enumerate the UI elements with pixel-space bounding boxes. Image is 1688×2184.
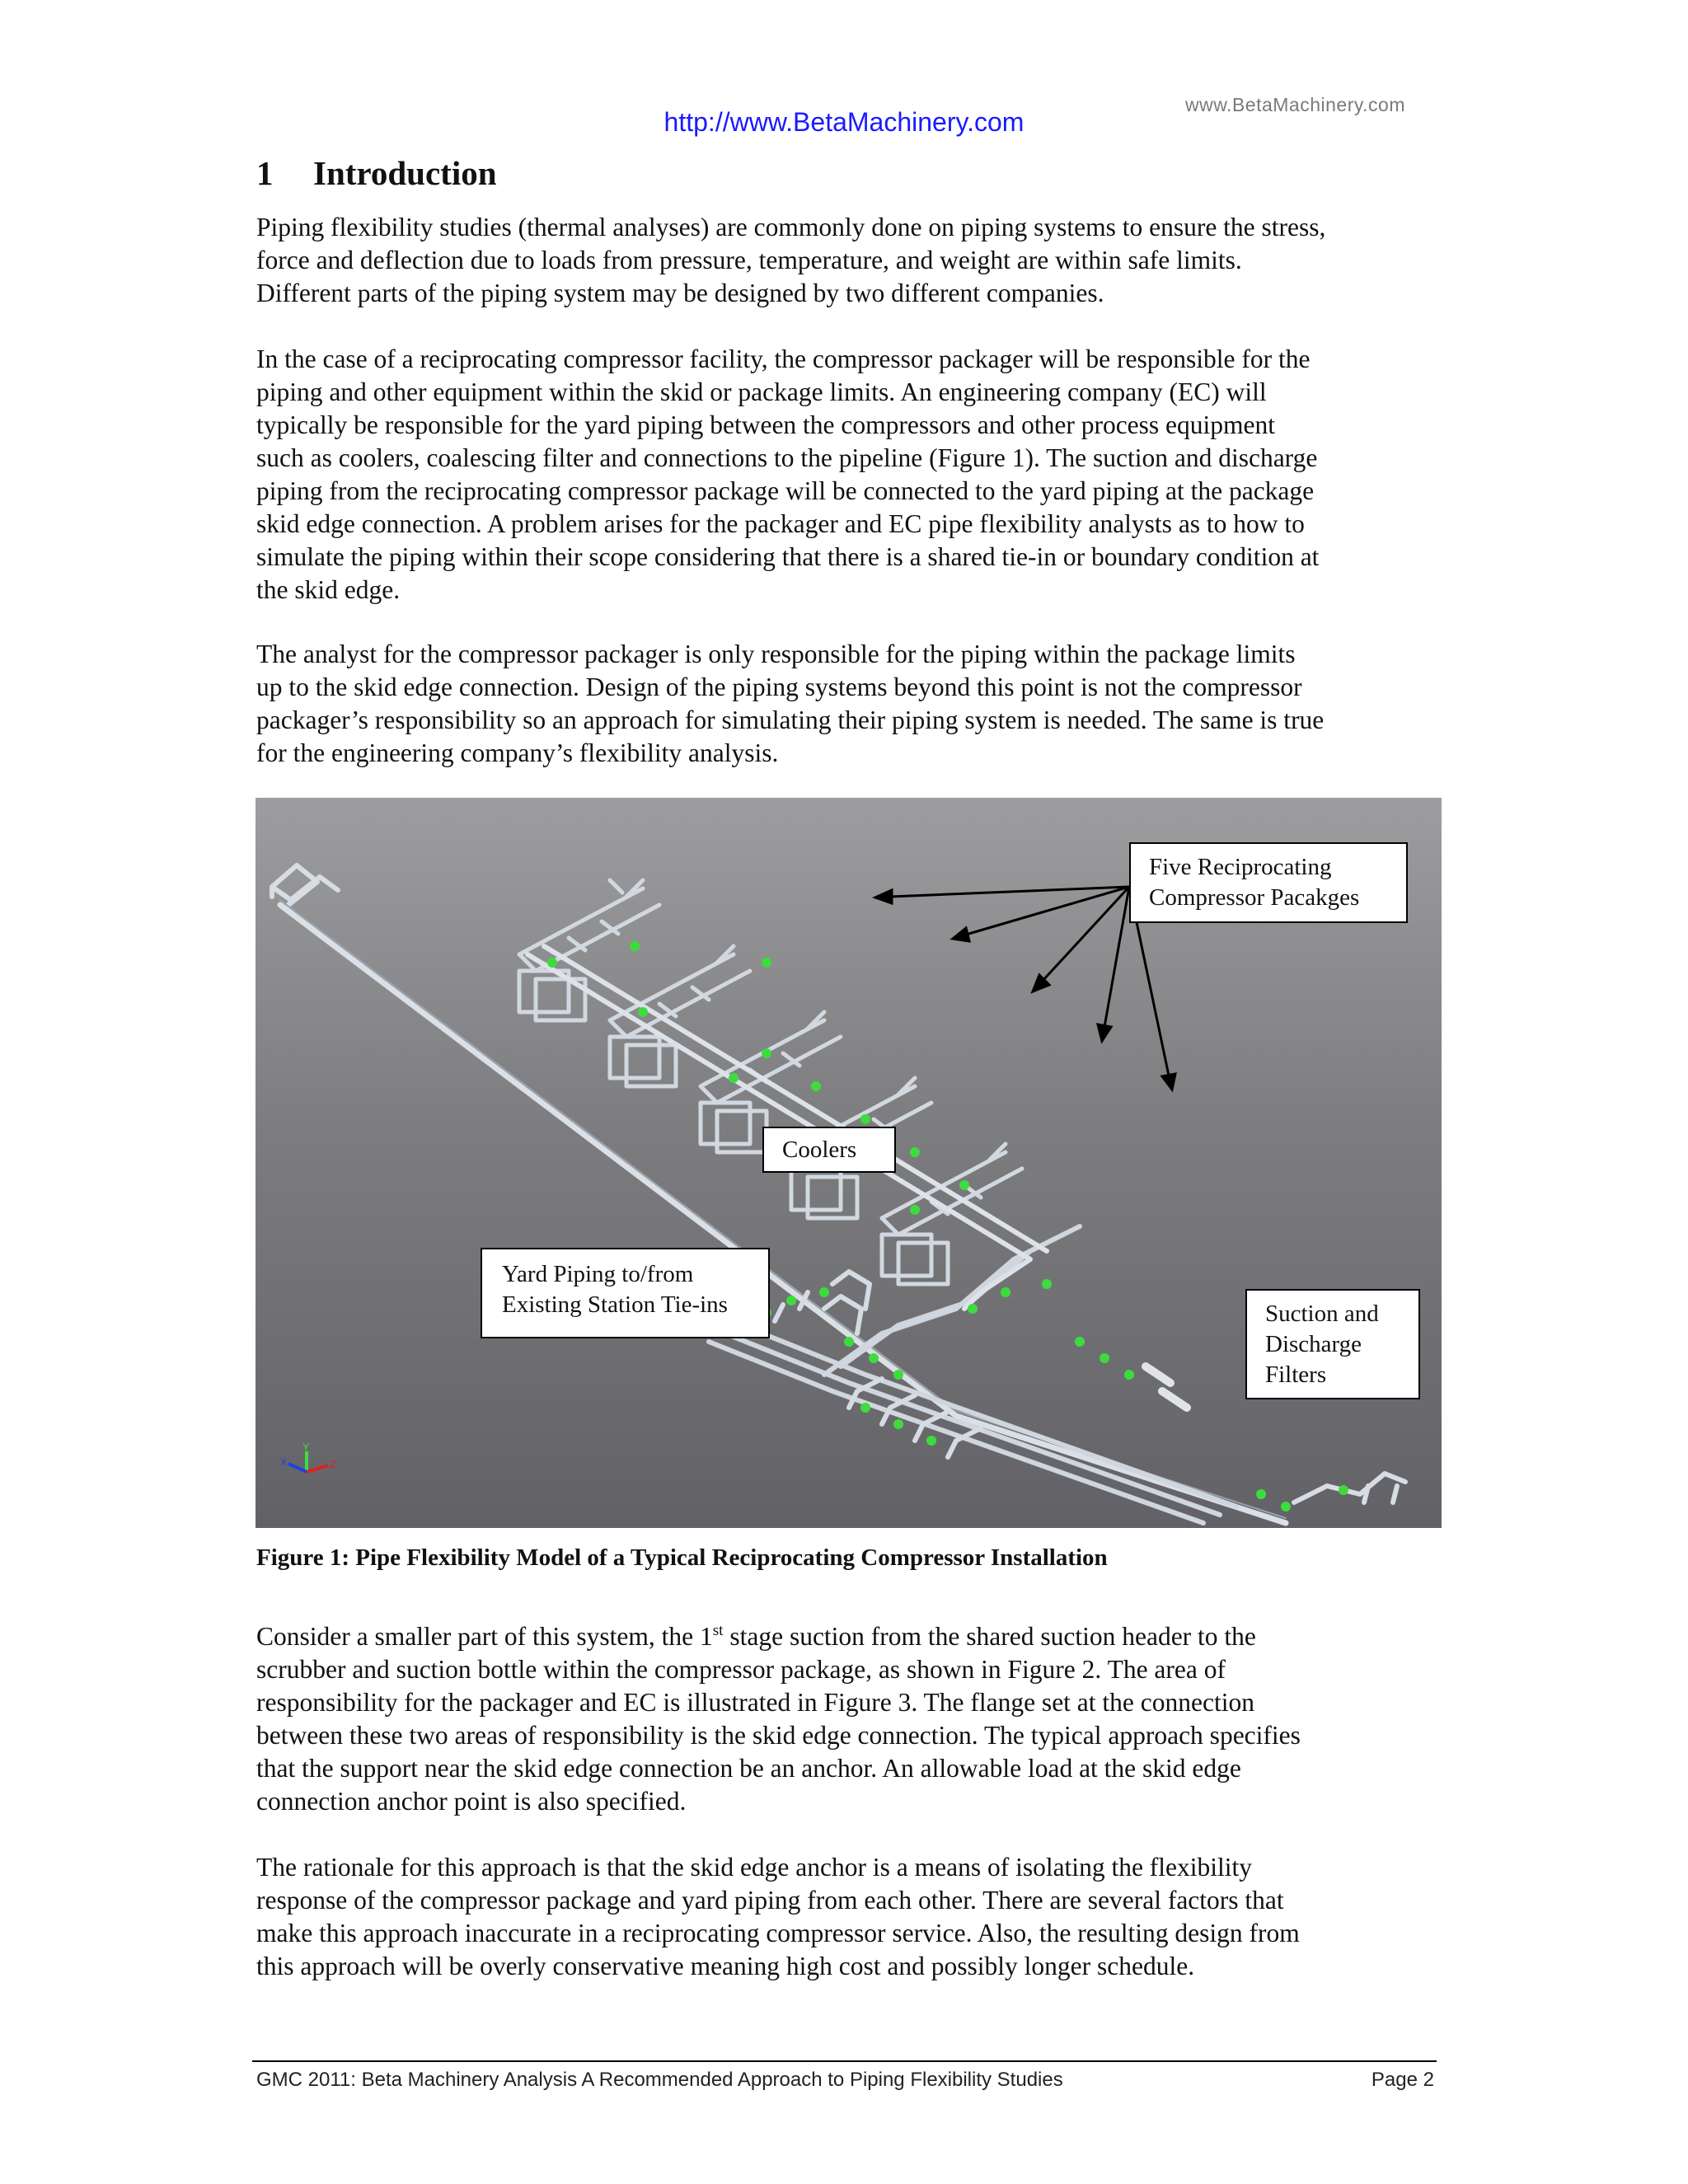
page-number: Page 2 [1371,2069,1434,2091]
axis-label-y: Y [302,1441,310,1453]
paragraph-5 [256,1851,1437,1983]
callout-line: Compressor Pacakges [1149,884,1360,911]
text-line: piping and other equipment within the skid or package limits. An engineering company (EC) will [256,377,1267,406]
text-line: for the engineering company’s flexibility analysis. [256,738,779,767]
text-line: The analyst for the compressor packager is only responsible for the piping within the package limits [256,640,1296,668]
text-segment: stage suction from the shared suction header to the [723,1622,1256,1651]
compressor-package-1 [519,880,659,1020]
text-line [256,1620,1437,1653]
header-url-link[interactable]: http://www.BetaMachinery.com [663,107,1025,137]
callout-line: Existing Station Tie-ins [502,1291,728,1318]
footer-rule [252,2060,1437,2062]
callout-yard-piping [481,1248,770,1338]
inlet-loop [272,865,338,905]
flanges [547,941,1348,1511]
text-line: piping from the reciprocating compressor package will be connected to the yard piping at the package [256,476,1315,505]
text-line: connection anchor point is also specified. [256,1787,687,1816]
text-line: between these two areas of responsibility is the skid edge connection. The typical approach specifies [256,1721,1301,1750]
text-line: make this approach inaccurate in a reciprocating compressor service. Also, the resulting design from [256,1919,1300,1947]
callout-line: Coolers [782,1137,857,1163]
text-line: simulate the piping within their scope considering that there is a shared tie-in or boundary condition at [256,542,1320,571]
callout-compressor-packages [1129,842,1408,923]
main-header-pipe [280,900,1286,1523]
tie-in-fittings [1294,1474,1405,1502]
text-line: skid edge connection. A problem arises for the packager and EC pipe flexibility analysts as to how to [256,509,1305,538]
paragraph-4 [256,1620,1437,1818]
section-number: 1 [256,154,274,192]
text-line: typically be responsible for the yard piping between the compressors and other process equipment [256,410,1276,439]
callout-filters [1245,1289,1420,1399]
axis-triad-icon [280,1441,335,1472]
paragraph-3 [256,638,1437,770]
text-line: that the support near the skid edge connection be an anchor. An allowable load at the skid edge [256,1754,1241,1783]
figure-1-pipe-model [256,798,1442,1528]
section-title: Introduction [313,154,497,192]
header-url-text: www.BetaMachinery.com [1185,94,1405,115]
text-line: response of the compressor package and yard piping from each other. There are several factors that [256,1886,1284,1915]
callout-line: Five Reciprocating [1149,854,1332,880]
section-heading [256,153,497,193]
callout-line: Filters [1265,1361,1327,1388]
text-line: such as coolers, coalescing filter and connections to the pipeline (Figure 1). The suction and discharge [256,443,1318,472]
text-line: In the case of a reciprocating compressor facility, the compressor packager will be responsible for the [256,344,1311,373]
text-line: Different parts of the piping system may be designed by two different companies. [256,279,1104,307]
text-line: Piping flexibility studies (thermal analyses) are commonly done on piping systems to ensure the stress, [256,213,1326,241]
text-line: force and deflection due to loads from pressure, temperature, and weight are within safe limits. [256,246,1242,274]
text-line: this approach will be overly conservative meaning high cost and possibly longer schedule. [256,1952,1195,1980]
text-line: the skid edge. [256,575,401,604]
text-segment: Consider a smaller part of this system, the 1 [256,1622,713,1651]
paragraph-2 [256,343,1437,607]
axis-label-z: Z [330,1459,336,1470]
filter-vessels [1146,1366,1187,1408]
paragraph-1 [256,211,1437,310]
superscript: st [712,1622,724,1639]
axis-label-x: X [280,1456,288,1468]
text-line: The rationale for this approach is that the skid edge anchor is a means of isolating the flexibility [256,1853,1253,1882]
text-line: responsibility for the packager and EC is illustrated in Figure 3. The flange set at the connection [256,1688,1254,1717]
callout-line: Suction and [1265,1301,1379,1327]
text-line: up to the skid edge connection. Design of the piping systems beyond this point is not the compressor [256,673,1302,701]
text-line: packager’s responsibility so an approach for simulating their piping system is needed. The same is true [256,705,1325,734]
footer-title: GMC 2011: Beta Machinery Analysis A Recommended Approach to Piping Flexibility Studies [256,2069,1063,2091]
callout-line: Yard Piping to/from [502,1261,694,1287]
figure-caption: Figure 1: Pipe Flexibility Model of a Typical Reciprocating Compressor Installation [256,1544,1108,1571]
text-line: scrubber and suction bottle within the compressor package, as shown in Figure 2. The area of [256,1655,1226,1684]
callout-line: Discharge [1265,1331,1362,1357]
callout-coolers [762,1127,896,1173]
